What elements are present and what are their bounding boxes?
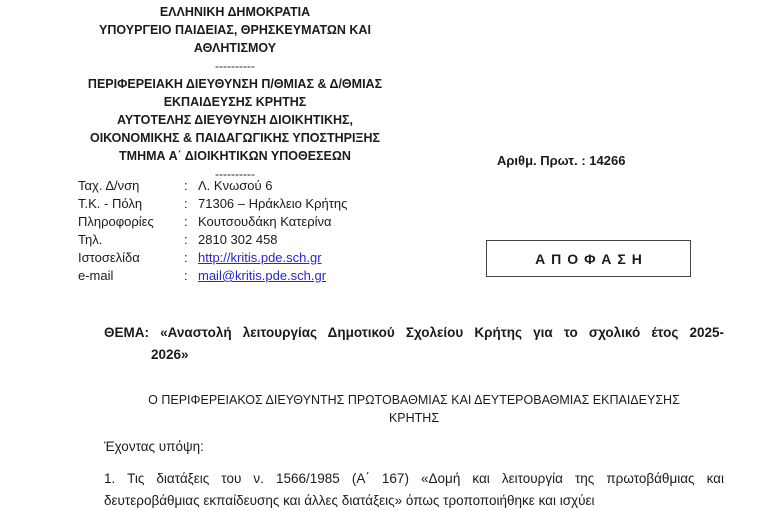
issuing-authority [104, 391, 724, 427]
separator-dashes: ---------- [40, 165, 430, 183]
preamble-text: Έχοντας υπόψη: [104, 436, 204, 457]
contact-label: Ταχ. Δ/νση [78, 177, 184, 195]
contact-colon: : [184, 249, 198, 267]
agency-header-line: ΑΥΤΟΤΕΛΗΣ ΔΙΕΥΘΥΝΣΗ ΔΙΟΙΚΗΤΙΚΗΣ, [40, 111, 430, 129]
separator-dashes: ---------- [40, 57, 430, 75]
contact-value-information: Κουτσουδάκη Κατερίνα [198, 213, 332, 231]
contact-value-address: Λ. Κνωσού 6 [198, 177, 272, 195]
decision-title-box [486, 240, 691, 277]
agency-header [40, 3, 430, 183]
contact-row-address [78, 177, 347, 195]
agency-header-line: ΑΘΛΗΤΙΣΜΟΥ [40, 39, 430, 57]
contact-colon: : [184, 267, 198, 285]
contact-colon: : [184, 177, 198, 195]
legal-basis-item-1-line-1: 1. Τις διατάξεις του ν. 1566/1985 (Α΄ 167) «Δομή και λειτουργία της πρωτοβάθμιας και [104, 468, 724, 490]
issuing-authority-line-1: Ο ΠΕΡΙΦΕΡΕΙΑΚΟΣ ΔΙΕΥΘΥΝΤΗΣ ΠΡΩΤΟΒΑΘΜΙΑΣ ΚΑΙ ΔΕΥΤΕΡΟΒΑΘΜΙΑΣ ΕΚΠΑΙΔΕΥΣΗΣ [104, 391, 724, 409]
protocol-label: Αριθμ. Πρωτ. : [497, 153, 586, 168]
subject-line-2: 2026» [104, 344, 724, 366]
contact-row-email [78, 267, 347, 285]
agency-header-line: ΤΜΗΜΑ Α΄ ΔΙΟΙΚΗΤΙΚΩΝ ΥΠΟΘΕΣΕΩΝ [40, 147, 430, 165]
website-link[interactable]: http://kritis.pde.sch.gr [198, 249, 322, 267]
subject-paragraph [104, 322, 724, 366]
decision-label: ΑΠΟΦΑΣΗ [529, 251, 648, 267]
contact-value-phone: 2810 302 458 [198, 231, 278, 249]
legal-basis-item-1-line-2: δευτεροβάθμιας εκπαίδευσης και άλλες διατάξεις» όπως τροποποιήθηκε και ισχύει [104, 490, 724, 511]
subject-line-1: ΘΕΜΑ: «Αναστολή λειτουργίας Δημοτικού Σχολείου Κρήτης για το σχολικό έτος 2025- [104, 322, 724, 344]
contact-row-postal-city [78, 195, 347, 213]
contact-colon: : [184, 231, 198, 249]
protocol-value: 14266 [589, 153, 625, 168]
agency-header-line: ΕΚΠΑΙΔΕΥΣΗΣ ΚΡΗΤΗΣ [40, 93, 430, 111]
agency-header-line: ΠΕΡΙΦΕΡΕΙΑΚΗ ΔΙΕΥΘΥΝΣΗ Π/ΘΜΙΑΣ & Δ/ΘΜΙΑΣ [40, 75, 430, 93]
contact-block [78, 177, 347, 285]
contact-row-phone [78, 231, 347, 249]
contact-label: Τηλ. [78, 231, 184, 249]
contact-label: e-mail [78, 267, 184, 285]
legal-basis-item-1 [104, 468, 724, 511]
agency-header-line: ΥΠΟΥΡΓΕΙΟ ΠΑΙΔΕΙΑΣ, ΘΡΗΣΚΕΥΜΑΤΩΝ ΚΑΙ [40, 21, 430, 39]
email-link[interactable]: mail@kritis.pde.sch.gr [198, 267, 326, 285]
protocol-number [497, 153, 625, 168]
contact-row-website [78, 249, 347, 267]
contact-label: Τ.Κ. - Πόλη [78, 195, 184, 213]
agency-header-line: ΕΛΛΗΝΙΚΗ ΔΗΜΟΚΡΑΤΙΑ [40, 3, 430, 21]
contact-label: Πληροφορίες [78, 213, 184, 231]
contact-colon: : [184, 213, 198, 231]
issuing-authority-line-2: ΚΡΗΤΗΣ [104, 409, 724, 427]
contact-colon: : [184, 195, 198, 213]
contact-label: Ιστοσελίδα [78, 249, 184, 267]
agency-header-line: ΟΙΚΟΝΟΜΙΚΗΣ & ΠΑΙΔΑΓΩΓΙΚΗΣ ΥΠΟΣΤΗΡΙΞΗΣ [40, 129, 430, 147]
contact-row-information [78, 213, 347, 231]
contact-value-postal-city: 71306 – Ηράκλειο Κρήτης [198, 195, 347, 213]
